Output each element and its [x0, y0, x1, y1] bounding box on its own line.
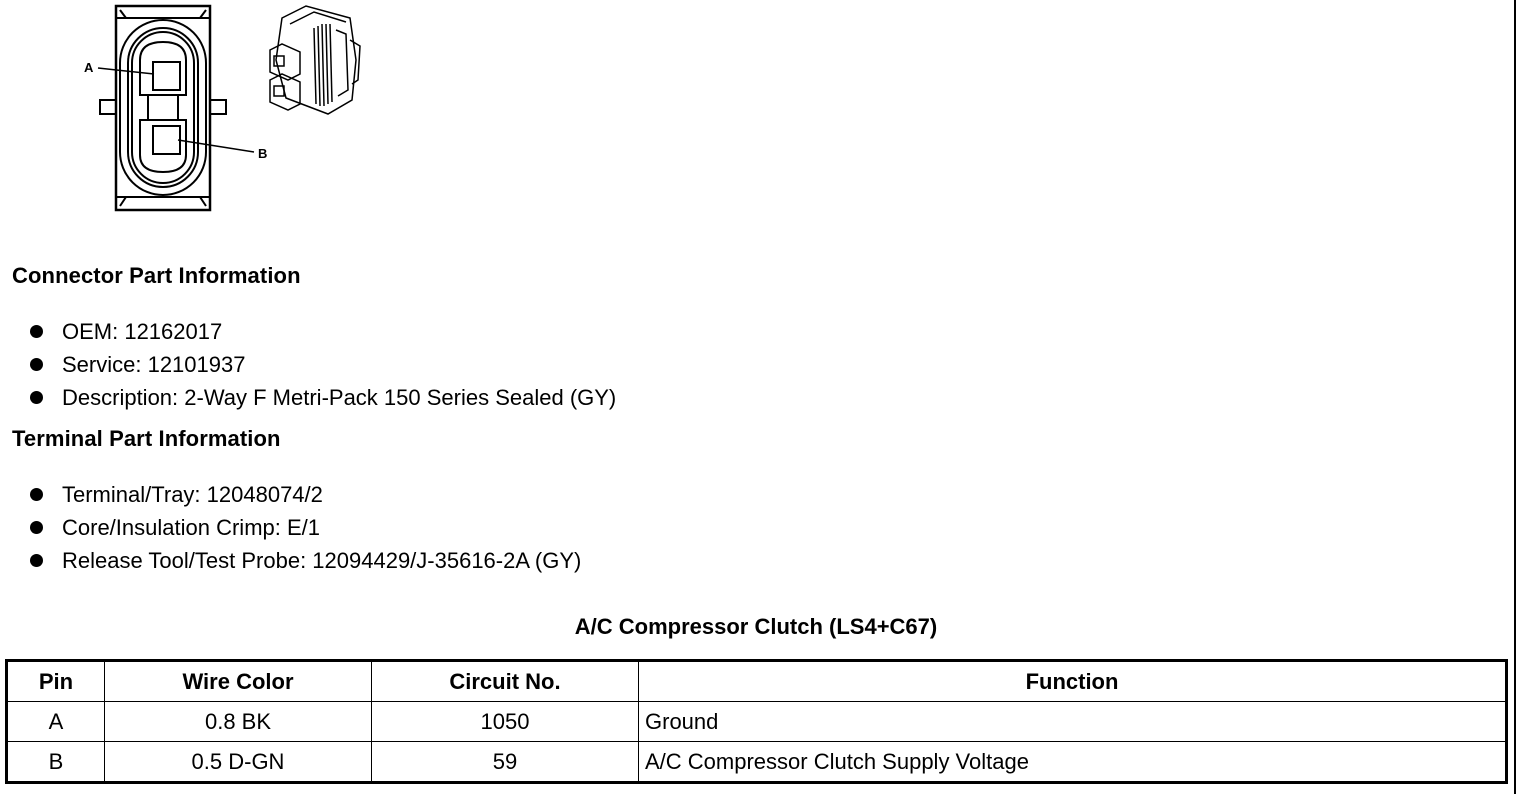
- pin-label-a: A: [84, 60, 94, 75]
- bullet-icon: [30, 358, 43, 371]
- cell-wire-color: 0.5 D-GN: [105, 742, 372, 783]
- connector-face-view: [98, 6, 254, 210]
- table-title: A/C Compressor Clutch (LS4+C67): [574, 614, 938, 639]
- list-item: [28, 511, 581, 544]
- terminal-tray: Terminal/Tray: 12048074/2: [62, 482, 323, 507]
- table-row: [7, 742, 1507, 783]
- connector-description: Description: 2-Way F Metri-Pack 150 Series Sealed (GY): [62, 385, 617, 410]
- column-header-wire-color: Wire Color: [105, 661, 372, 702]
- bullet-icon: [30, 554, 43, 567]
- terminal-info-list: [28, 478, 581, 577]
- column-header-pin: Pin: [7, 661, 105, 702]
- page-border-right: [1514, 0, 1516, 794]
- connector-isometric-view: [270, 6, 360, 114]
- oem-part-number: OEM: 12162017: [62, 319, 223, 344]
- table-header-row: [7, 661, 1507, 702]
- bullet-icon: [30, 391, 43, 404]
- list-item: [28, 381, 616, 414]
- service-part-number: Service: 12101937: [62, 352, 246, 377]
- cell-function: Ground: [639, 702, 1507, 742]
- core-insulation-crimp: Core/Insulation Crimp: E/1: [62, 515, 320, 540]
- cell-circuit-no: 1050: [372, 702, 639, 742]
- table-row: [7, 702, 1507, 742]
- cell-function: A/C Compressor Clutch Supply Voltage: [639, 742, 1507, 783]
- pinout-table: [5, 659, 1508, 784]
- list-item: [28, 315, 616, 348]
- cell-circuit-no: 59: [372, 742, 639, 783]
- list-item: [28, 544, 581, 577]
- connector-info-list: [28, 315, 616, 414]
- column-header-circuit-no: Circuit No.: [372, 661, 639, 702]
- cell-pin: A: [7, 702, 105, 742]
- column-header-function: Function: [639, 661, 1507, 702]
- pin-label-b: B: [258, 146, 268, 161]
- bullet-icon: [30, 521, 43, 534]
- terminal-info-heading: Terminal Part Information: [12, 426, 281, 451]
- bullet-icon: [30, 488, 43, 501]
- connector-face-diagram: [70, 0, 370, 220]
- bullet-icon: [30, 325, 43, 338]
- cell-pin: B: [7, 742, 105, 783]
- release-tool-test-probe: Release Tool/Test Probe: 12094429/J-35616-2A (GY): [62, 548, 582, 573]
- cell-wire-color: 0.8 BK: [105, 702, 372, 742]
- connector-info-heading: Connector Part Information: [12, 263, 301, 288]
- list-item: [28, 348, 616, 381]
- list-item: [28, 478, 581, 511]
